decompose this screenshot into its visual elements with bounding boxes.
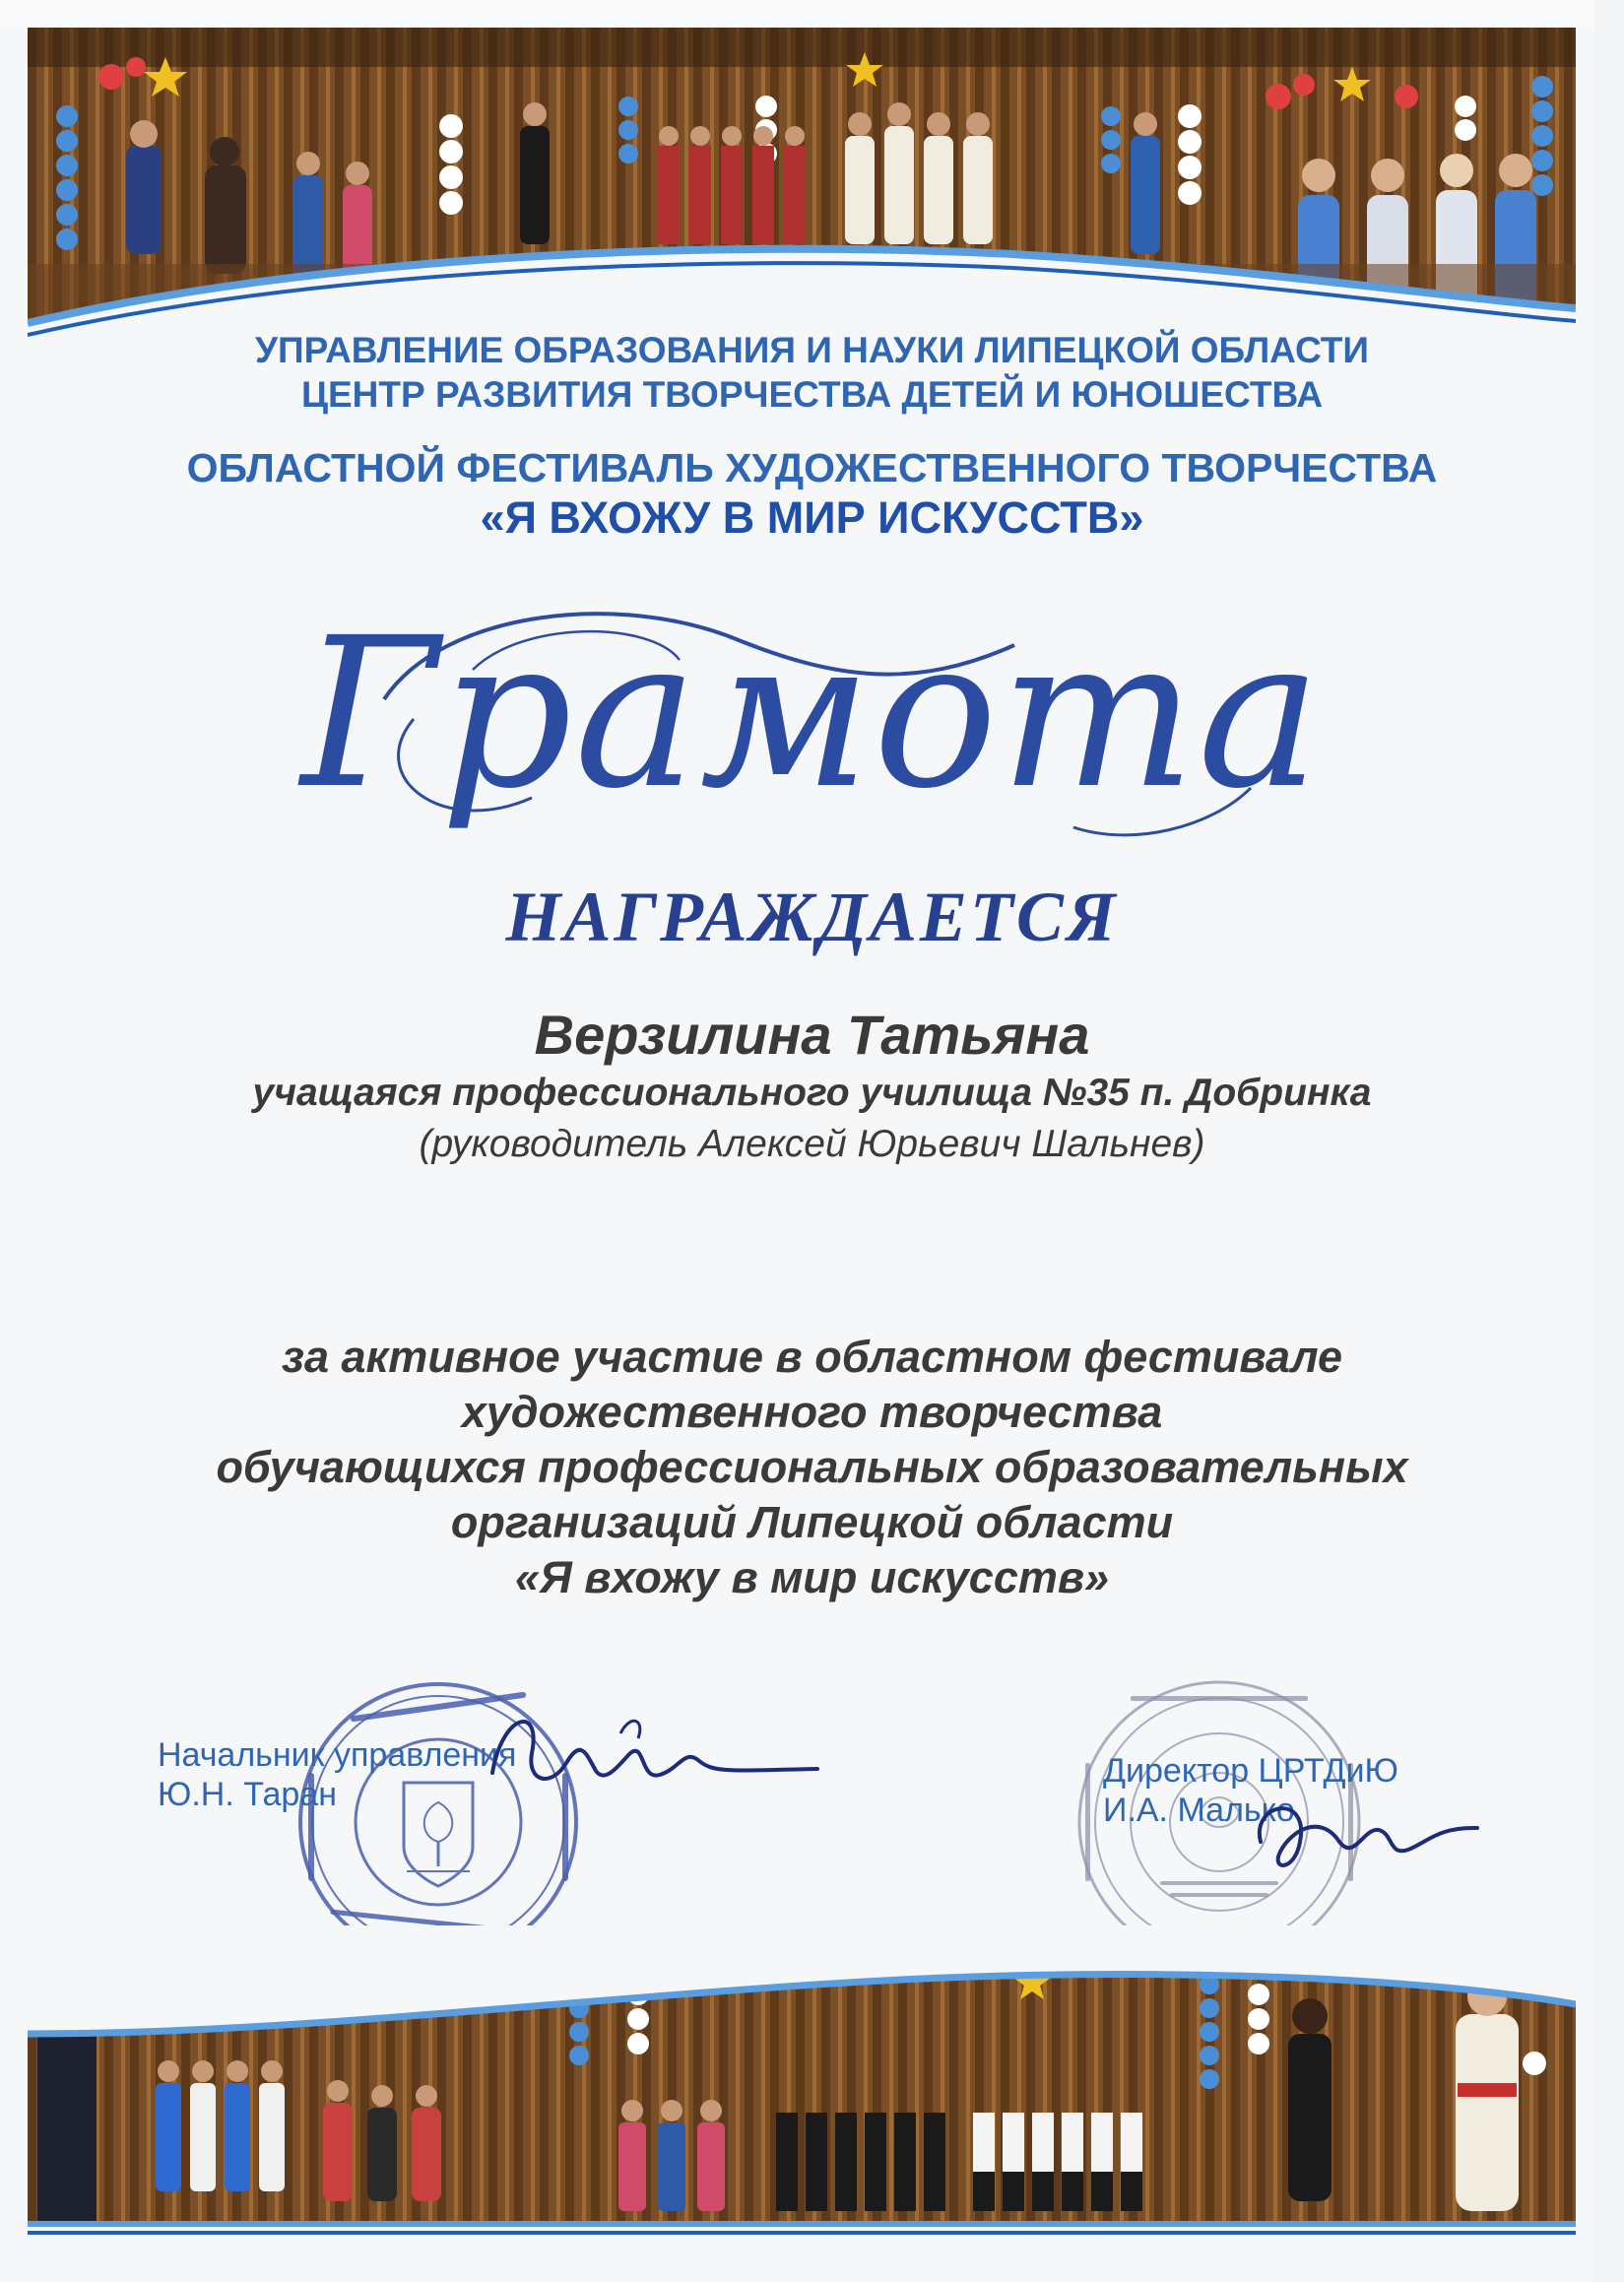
- awarded-label: НАГРАЖДАЕТСЯ: [505, 878, 1119, 956]
- reason-line-2: художественного творчества: [461, 1387, 1163, 1437]
- certificate-title-text: Грамота: [300, 593, 1324, 834]
- reason-line-5: «Я вхожу в мир искусств»: [514, 1552, 1110, 1602]
- stage-performance-photo-bottom: [28, 1925, 1576, 2255]
- reason-line-3: обучающихся профессиональных образовательных: [216, 1442, 1408, 1492]
- left-signatory-title: Начальник управления: [158, 1736, 517, 1774]
- certificate-title: [0, 552, 1624, 877]
- top-photo-banner: [28, 28, 1576, 367]
- right-signatory-name: И.А. Малько: [1103, 1792, 1295, 1829]
- right-handwritten-signature: [1231, 1773, 1487, 1891]
- right-signatory-title: Директор ЦРТДиЮ: [1103, 1752, 1398, 1790]
- recipient-role: учащаяся профессионального училища №35 п. Добринка: [252, 1072, 1372, 1114]
- festival-line: ОБЛАСТНОЙ ФЕСТИВАЛЬ ХУДОЖЕСТВЕННОГО ТВОРЧЕСТВА: [186, 445, 1438, 490]
- organization-line-1: УПРАВЛЕНИЕ ОБРАЗОВАНИЯ И НАУКИ ЛИПЕЦКОЙ ОБЛАСТИ: [255, 330, 1369, 370]
- stage-performance-photo-top: [28, 28, 1576, 367]
- left-signatory: [158, 1735, 516, 1814]
- left-handwritten-signature: [473, 1694, 827, 1812]
- recipient-name: Верзилина Татьяна: [534, 1004, 1090, 1066]
- left-signatory-name: Ю.Н. Таран: [158, 1776, 337, 1813]
- reason-line-1: за активное участие в областном фестивале: [281, 1332, 1342, 1382]
- festival-title: «Я ВХОЖУ В МИР ИСКУССТВ»: [480, 492, 1144, 543]
- scan-margin-top: [0, 0, 1624, 28]
- bottom-photo-banner: [28, 1925, 1576, 2255]
- reason-line-4: организаций Липецкой области: [450, 1497, 1174, 1547]
- organization-line-2: ЦЕНТР РАЗВИТИЯ ТВОРЧЕСТВА ДЕТЕЙ И ЮНОШЕСТВА: [300, 374, 1324, 415]
- recipient-leader: (руководитель Алексей Юрьевич Шальнев): [419, 1123, 1205, 1165]
